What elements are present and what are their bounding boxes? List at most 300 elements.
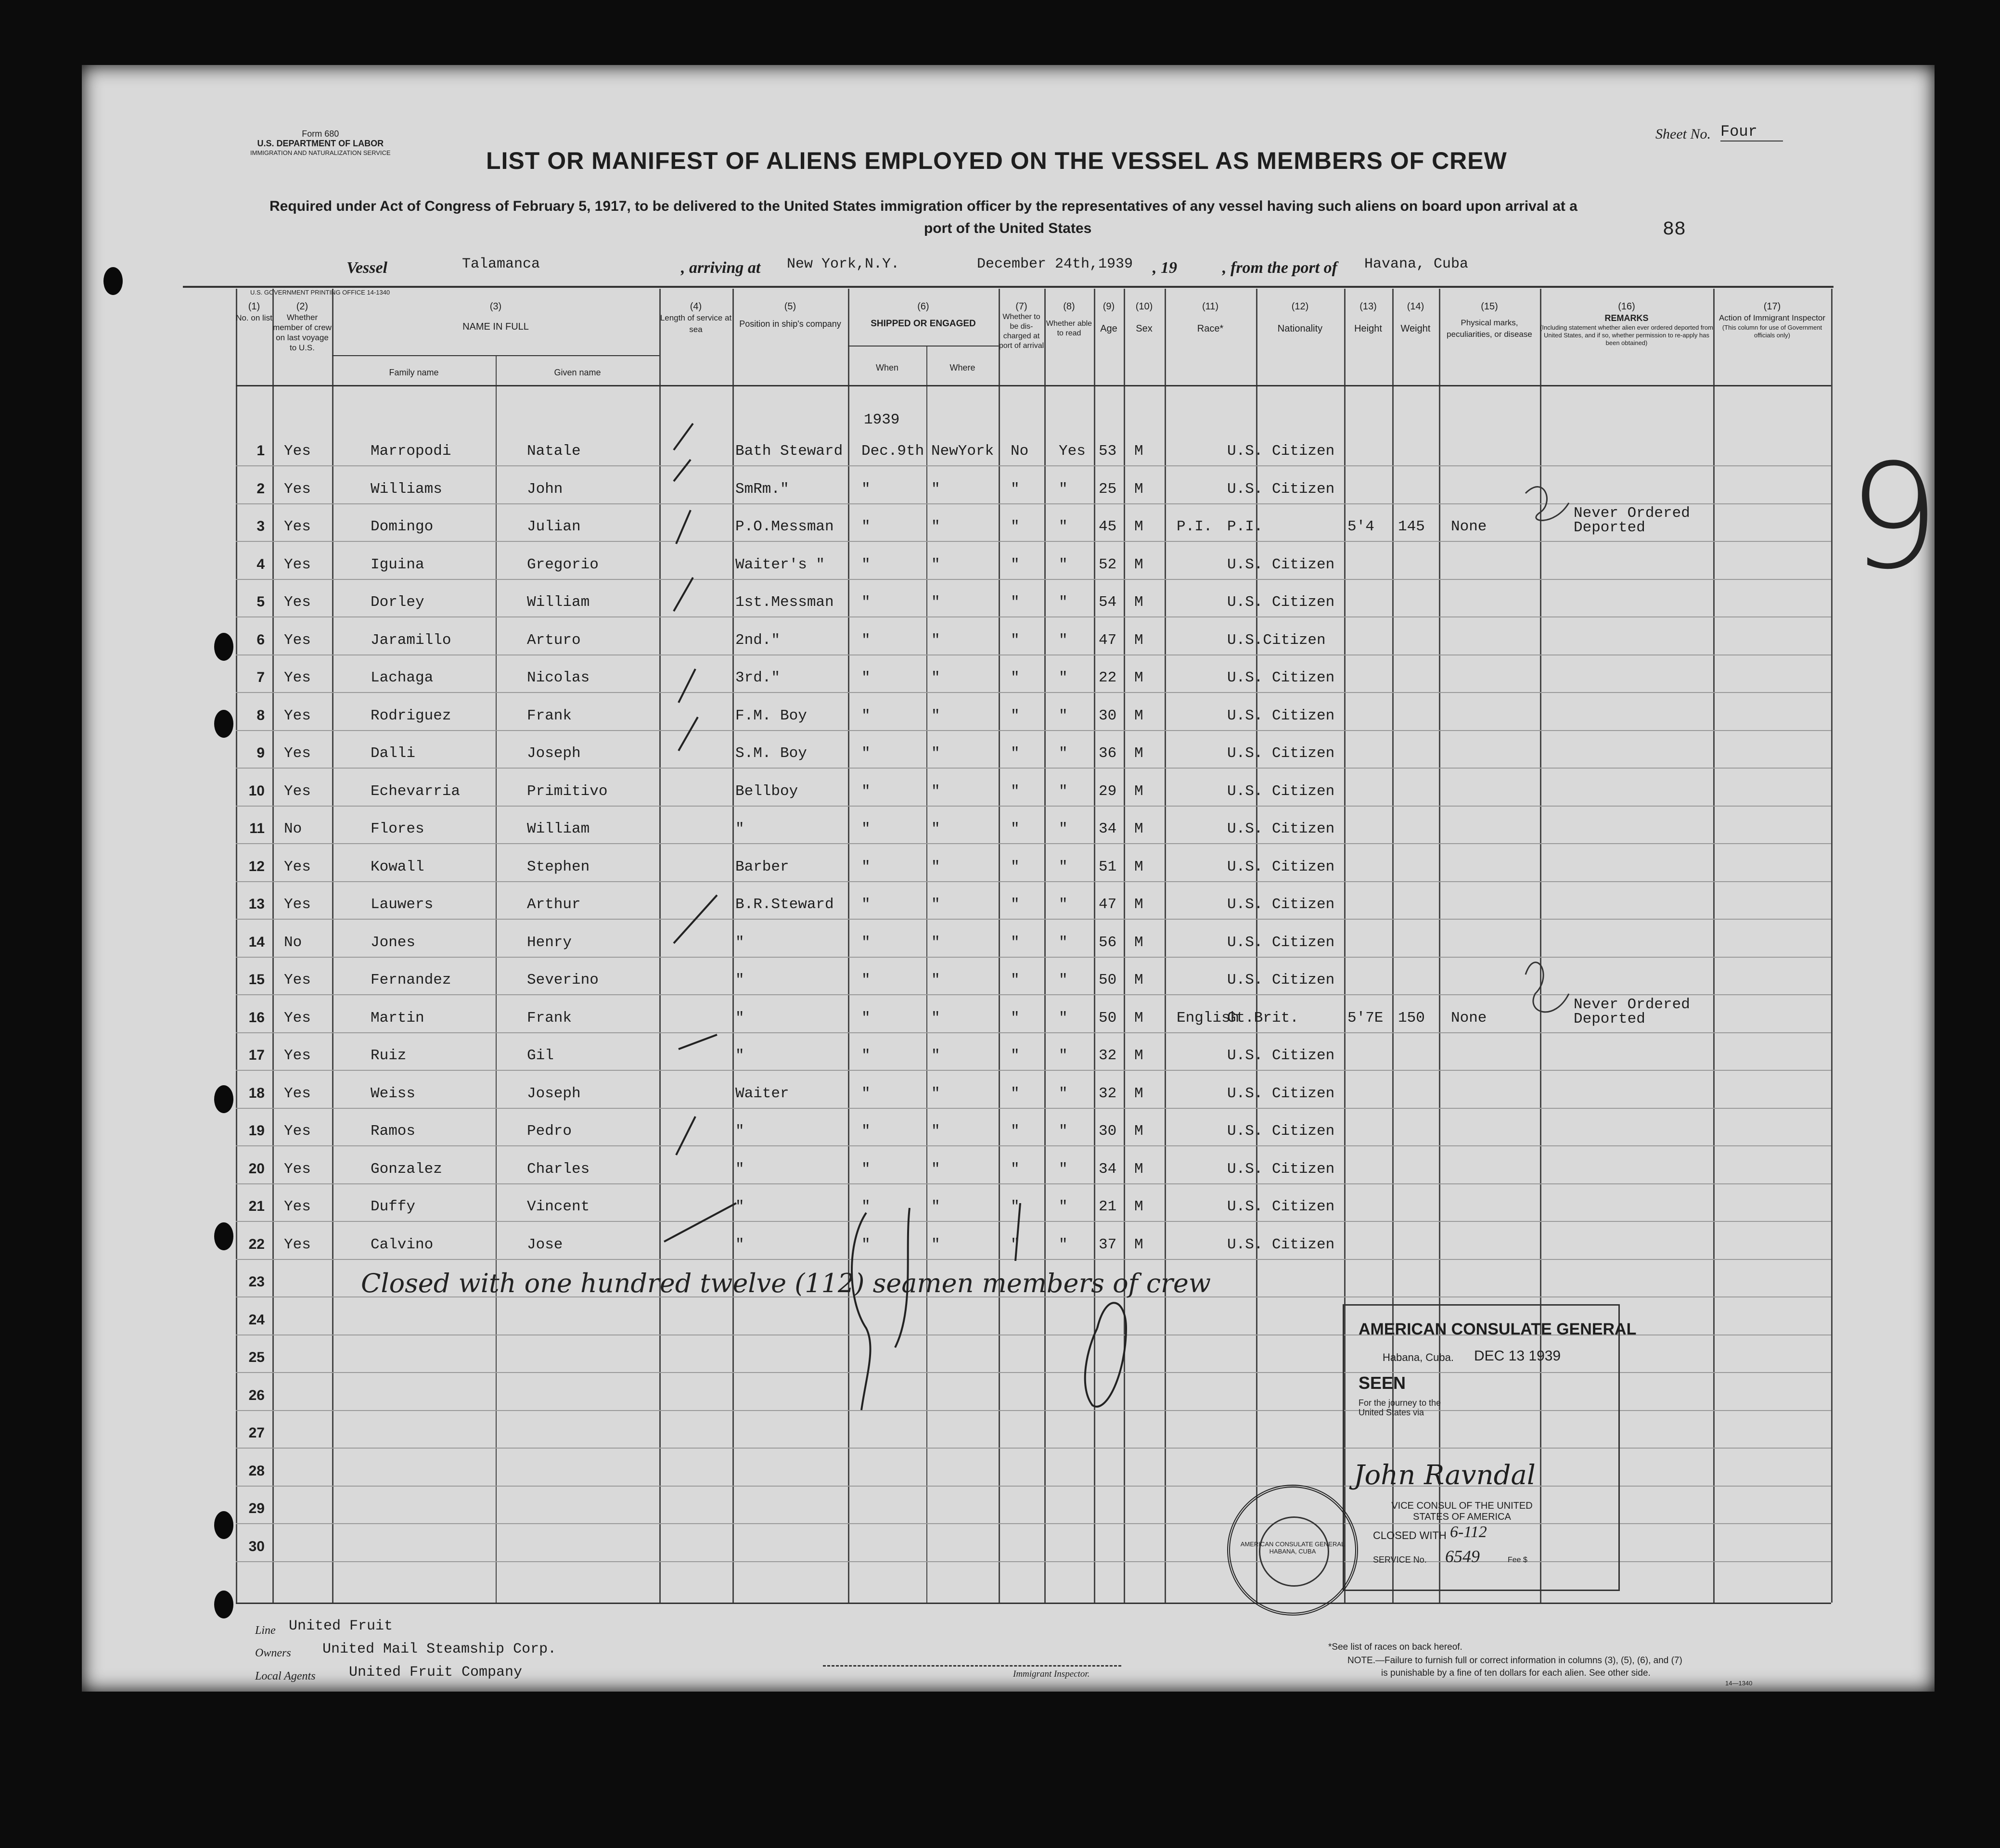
cell-member: Yes — [284, 745, 311, 762]
cell-when: " — [861, 480, 871, 498]
cell-when: " — [861, 669, 871, 686]
cell-read: " — [1059, 707, 1068, 724]
cell-where: " — [931, 745, 940, 762]
cell-member: Yes — [284, 707, 311, 724]
cell-age: 25 — [1099, 480, 1117, 498]
cell-age: 51 — [1099, 858, 1117, 875]
line-label: Line — [255, 1624, 276, 1637]
cell-position: B.R.Steward — [735, 896, 834, 913]
cell-member: Yes — [284, 858, 311, 875]
col-physical-marks: Physical marks, peculiarities, or disease — [1447, 318, 1532, 339]
cell-member: Yes — [284, 972, 311, 988]
cell-sex: M — [1134, 1085, 1143, 1102]
cell-position: " — [735, 1236, 744, 1253]
stamp-service-label: SERVICE No. — [1373, 1555, 1427, 1565]
cell-given: Natale — [527, 443, 581, 460]
stamp-place: Habana, Cuba. — [1383, 1351, 1454, 1363]
row-number: 24 — [248, 1311, 265, 1328]
year-label: , 19 — [1153, 259, 1177, 277]
cell-sex: M — [1134, 594, 1143, 611]
cell-where: " — [931, 1009, 940, 1027]
row-number: 28 — [248, 1463, 265, 1479]
owners-label: Owners — [255, 1647, 291, 1659]
cell-read: " — [1059, 1236, 1068, 1253]
cell-nationality: U.S. Citizen — [1227, 1085, 1335, 1102]
cell-when: " — [861, 1160, 871, 1178]
cell-read: " — [1059, 556, 1068, 573]
row-number: 26 — [248, 1387, 265, 1403]
cell-nationality: U.S. Citizen — [1227, 1198, 1335, 1215]
row-number: 9 — [256, 745, 265, 761]
col-no-on-list: No. on list — [236, 313, 272, 322]
row-number: 29 — [248, 1501, 265, 1516]
cell-member: Yes — [284, 1009, 311, 1027]
cell-marks: None — [1451, 1009, 1487, 1027]
cell-age: 29 — [1099, 783, 1117, 800]
ruled-line — [236, 1032, 1831, 1033]
row-number: 1 — [256, 443, 265, 459]
cell-where: " — [931, 594, 940, 611]
cell-when: " — [861, 896, 871, 913]
cell-where: " — [931, 1160, 940, 1178]
cell-read: " — [1059, 821, 1068, 837]
cell-age: 52 — [1099, 556, 1117, 573]
stamp-closed-value: 6-112 — [1450, 1523, 1487, 1541]
cell-remarks: Never Ordered Deported — [1574, 505, 1690, 536]
cell-read: " — [1059, 1123, 1068, 1140]
agents-value: United Fruit Company — [349, 1664, 523, 1681]
cell-position: P.O.Messman — [735, 518, 834, 535]
inspector-signature-line — [823, 1665, 1121, 1667]
cell-member: Yes — [284, 1198, 311, 1215]
service-name: IMMIGRATION AND NATURALIZATION SERVICE — [250, 149, 391, 156]
row-number: 23 — [248, 1274, 265, 1290]
cell-discharged: " — [1011, 745, 1020, 762]
cell-where: " — [931, 669, 940, 686]
cell-member: Yes — [284, 783, 311, 800]
cell-where: " — [931, 896, 940, 913]
cell-member: Yes — [284, 443, 311, 460]
cell-position: 2nd." — [735, 631, 781, 649]
cell-read: " — [1059, 1047, 1068, 1064]
handwritten-closing-note: Closed with one hundred twelve (112) seamen members of crew — [361, 1268, 1211, 1298]
stamp-date: DEC 13 1939 — [1474, 1348, 1561, 1364]
cell-position: " — [735, 972, 744, 988]
row-number: 27 — [248, 1425, 265, 1441]
cell-age: 53 — [1099, 443, 1117, 460]
pen-scribbles — [837, 1203, 1319, 1424]
cell-family: Ramos — [371, 1123, 416, 1140]
cell-family: Duffy — [371, 1198, 416, 1215]
cell-read: " — [1059, 934, 1068, 951]
cell-discharged: " — [1011, 1198, 1020, 1215]
col-member-of-crew: Whether member of crew on last voyage to U.S. — [273, 313, 332, 352]
cell-discharged: " — [1011, 669, 1020, 686]
cell-sex: M — [1134, 631, 1143, 649]
cell-given: Arturo — [527, 631, 581, 649]
row-number: 2 — [256, 480, 265, 497]
cell-nationality: U.S. Citizen — [1227, 1236, 1335, 1253]
cell-discharged: " — [1011, 1123, 1020, 1140]
cell-age: 34 — [1099, 821, 1117, 837]
cell-given: Jose — [527, 1236, 563, 1253]
cell-read: " — [1059, 783, 1068, 800]
cell-when: " — [861, 518, 871, 535]
col-inspector-action: Action of Immigrant Inspector — [1718, 313, 1826, 322]
cell-nationality: U.S. Citizen — [1227, 707, 1335, 724]
consulate-stamp — [1343, 1304, 1637, 1591]
cell-position: " — [735, 821, 744, 837]
cell-discharged: " — [1011, 934, 1020, 951]
cell-nationality: U.S. Citizen — [1227, 745, 1335, 762]
cell-where: " — [931, 1236, 940, 1253]
owners-value: United Mail Steamship Corp. — [322, 1641, 557, 1657]
cell-when: " — [861, 745, 871, 762]
col-remarks: REMARKS — [1604, 313, 1649, 323]
cell-member: Yes — [284, 1085, 311, 1102]
cell-nationality: Gt.Brit. — [1227, 1009, 1299, 1027]
cell-member: Yes — [284, 1047, 311, 1064]
cell-nationality: U.S. Citizen — [1227, 1160, 1335, 1178]
stamp-journey: For the journey to the United States via — [1359, 1398, 1441, 1417]
cell-read: " — [1059, 896, 1068, 913]
cell-discharged: " — [1011, 480, 1020, 498]
cell-sex: M — [1134, 518, 1143, 535]
cell-where: " — [931, 707, 940, 724]
cell-read: " — [1059, 631, 1068, 649]
cell-when: " — [861, 707, 871, 724]
cell-given: Stephen — [527, 858, 590, 875]
from-port: Havana, Cuba — [1364, 256, 1469, 272]
cell-height: 5'4 — [1347, 518, 1374, 535]
cell-discharged: " — [1011, 707, 1020, 724]
row-number: 4 — [256, 556, 265, 572]
stamp-vice-consul: VICE CONSUL OF THE UNITED STATES OF AMERICA — [1391, 1501, 1533, 1522]
cell-nationality: U.S. Citizen — [1227, 1123, 1335, 1140]
cell-sex: M — [1134, 443, 1143, 460]
cell-nationality: U.S. Citizen — [1227, 594, 1335, 611]
cell-given: Gil — [527, 1047, 554, 1064]
ruled-line — [236, 1183, 1831, 1184]
row-number: 21 — [248, 1198, 265, 1214]
cell-where: " — [931, 1198, 940, 1215]
cell-member: Yes — [284, 1123, 311, 1140]
cell-discharged: " — [1011, 821, 1020, 837]
col-when: When — [875, 363, 899, 372]
ruled-line — [236, 1145, 1831, 1146]
cell-family: Calvino — [371, 1236, 434, 1253]
service-check-marks — [659, 414, 746, 1270]
cell-age: 50 — [1099, 1009, 1117, 1027]
cell-sex: M — [1134, 896, 1143, 913]
cell-position: F.M. Boy — [735, 707, 807, 724]
cell-read: " — [1059, 1085, 1068, 1102]
cell-family: Jaramillo — [371, 631, 451, 649]
cell-position: S.M. Boy — [735, 745, 807, 762]
cell-given: Henry — [527, 934, 572, 951]
row-number: 6 — [256, 631, 265, 648]
cell-read: Yes — [1059, 443, 1086, 460]
cell-member: Yes — [284, 896, 311, 913]
row-number: 3 — [256, 518, 265, 534]
cell-sex: M — [1134, 1009, 1143, 1027]
row-number: 13 — [248, 896, 265, 912]
col-able-to-read: Whether able to read — [1046, 320, 1092, 337]
cell-nationality: U.S. Citizen — [1227, 443, 1335, 460]
cell-sex: M — [1134, 1047, 1143, 1064]
cell-age: 32 — [1099, 1047, 1117, 1064]
vice-consul-signature: John Ravndal — [1354, 1460, 1536, 1491]
cell-when: " — [861, 631, 871, 649]
cell-sex: M — [1134, 1160, 1143, 1178]
cell-read: " — [1059, 972, 1068, 988]
cell-given: William — [527, 821, 590, 837]
row-number: 7 — [256, 669, 265, 685]
ruled-line — [236, 957, 1831, 958]
cell-member: Yes — [284, 518, 311, 535]
ruled-line — [236, 843, 1831, 844]
line-value: United Fruit — [289, 1618, 393, 1634]
cell-when: Dec.9th — [861, 443, 924, 460]
cell-where: " — [931, 631, 940, 649]
document-title: LIST OR MANIFEST OF ALIENS EMPLOYED ON THE VESSEL AS MEMBERS OF CREW — [486, 147, 1507, 174]
seal-text: AMERICAN CONSULATE GENERAL HABANA, CUBA — [1240, 1540, 1345, 1555]
cell-nationality: P.I. — [1227, 518, 1263, 535]
cell-family: Ruiz — [371, 1047, 407, 1064]
stamp-seen: SEEN — [1359, 1373, 1406, 1393]
cell-member: No — [284, 934, 302, 951]
cell-family: Lauwers — [371, 896, 434, 913]
row-number: 12 — [248, 858, 265, 874]
stamp-service-value: 6549 — [1445, 1547, 1480, 1566]
cell-discharged: " — [1011, 518, 1020, 535]
cell-family: Weiss — [371, 1085, 416, 1102]
cell-age: 36 — [1099, 745, 1117, 762]
cell-family: Iguina — [371, 556, 424, 573]
consulate-seal — [1227, 1485, 1358, 1616]
penalty-note-1: NOTE.—Failure to furnish full or correct information in columns (3), (5), (6), and (7) — [1347, 1656, 1682, 1666]
row-number: 11 — [249, 821, 265, 836]
cell-member: No — [284, 821, 302, 837]
cell-where: " — [931, 821, 940, 837]
cell-position: " — [735, 1198, 744, 1215]
form-code: 14—1340 — [1725, 1680, 1753, 1687]
cell-read: " — [1059, 480, 1068, 498]
cell-family: Dorley — [371, 594, 424, 611]
cell-position: " — [735, 1047, 744, 1064]
ruled-line — [236, 1070, 1831, 1071]
cell-given: Pedro — [527, 1123, 572, 1140]
cell-given: Severino — [527, 972, 599, 988]
col-family-name: Family name — [389, 368, 439, 377]
cell-nationality: U.S.Citizen — [1227, 631, 1326, 649]
from-port-label: , from the port of — [1222, 259, 1337, 277]
row-number: 25 — [248, 1349, 265, 1365]
form-number: Form 680 — [302, 129, 339, 139]
sheet-number: Four — [1720, 123, 1783, 141]
cell-position: Barber — [735, 858, 789, 875]
cell-position: SmRm." — [735, 480, 789, 498]
cell-position: 1st.Messman — [735, 594, 834, 611]
cell-family: Domingo — [371, 518, 434, 535]
cell-family: Fernandez — [371, 972, 451, 988]
ruled-line — [236, 1108, 1831, 1109]
col-weight: Weight — [1400, 323, 1431, 334]
col-where: Where — [949, 363, 975, 372]
page-number: 88 — [1663, 219, 1686, 241]
printing-office: U.S. GOVERNMENT PRINTING OFFICE 14-1340 — [250, 289, 390, 296]
row-number: 5 — [256, 594, 265, 610]
form-header — [250, 129, 391, 158]
col-sex: Sex — [1136, 323, 1153, 334]
cell-position: " — [735, 934, 744, 951]
cell-read: " — [1059, 669, 1068, 686]
row-number: 15 — [248, 972, 265, 988]
cell-sex: M — [1134, 745, 1143, 762]
col-length-of-service: Length of service at sea — [660, 313, 732, 334]
row-number: 8 — [256, 707, 265, 723]
cell-family: Flores — [371, 821, 424, 837]
cell-given: Gregorio — [527, 556, 599, 573]
arrival-date: December 24th,1939 — [977, 256, 1133, 272]
row-number: 16 — [248, 1009, 265, 1026]
cell-family: Lachaga — [371, 669, 434, 686]
cell-given: Frank — [527, 707, 572, 724]
cell-position: Waiter's " — [735, 556, 825, 573]
cell-age: 37 — [1099, 1236, 1117, 1253]
ruled-line — [236, 692, 1831, 693]
subtitle-line-1: Required under Act of Congress of February 5, 1917, to be delivered to the United States immigration officer by the representatives of any vessel having such aliens on board upon arrival at a — [269, 198, 1577, 214]
cell-when: " — [861, 934, 871, 951]
row-number: 22 — [248, 1236, 265, 1252]
cell-sex: M — [1134, 556, 1143, 573]
row-number: 19 — [248, 1123, 265, 1139]
cell-given: Joseph — [527, 745, 581, 762]
cell-family: Rodriguez — [371, 707, 451, 724]
row-number: 10 — [248, 783, 265, 799]
ruled-line — [236, 806, 1831, 807]
cell-family: Dalli — [371, 745, 416, 762]
ruled-line — [236, 881, 1831, 882]
cell-age: 32 — [1099, 1085, 1117, 1102]
cell-discharged: " — [1011, 858, 1020, 875]
col-position: Position in ship's company — [739, 319, 841, 329]
row-number: 17 — [248, 1047, 265, 1063]
col-height: Height — [1354, 323, 1382, 334]
cell-discharged: No — [1011, 443, 1029, 460]
cell-family: Jones — [371, 934, 416, 951]
cell-where: " — [931, 934, 940, 951]
cell-member: Yes — [284, 631, 311, 649]
cell-sex: M — [1134, 783, 1143, 800]
cell-nationality: U.S. Citizen — [1227, 972, 1335, 988]
cell-given: Julian — [527, 518, 581, 535]
cell-where: " — [931, 1123, 940, 1140]
cell-discharged: " — [1011, 594, 1020, 611]
ruled-line — [236, 730, 1831, 731]
stamp-fee-label: Fee $ — [1508, 1556, 1527, 1564]
cell-when: " — [861, 1236, 871, 1253]
cell-nationality: U.S. Citizen — [1227, 896, 1335, 913]
cell-when: " — [861, 1085, 871, 1102]
agents-label: Local Agents — [255, 1670, 316, 1682]
cell-nationality: U.S. Citizen — [1227, 858, 1335, 875]
cell-sex: M — [1134, 480, 1143, 498]
cell-sex: M — [1134, 707, 1143, 724]
cell-read: " — [1059, 858, 1068, 875]
cell-member: Yes — [284, 1236, 311, 1253]
ruled-line — [236, 579, 1831, 580]
ruled-line — [236, 465, 1831, 466]
cell-sex: M — [1134, 858, 1143, 875]
cell-where: " — [931, 556, 940, 573]
cell-when: " — [861, 556, 871, 573]
cell-nationality: U.S. Citizen — [1227, 556, 1335, 573]
cell-given: Arthur — [527, 896, 581, 913]
cell-discharged: " — [1011, 972, 1020, 988]
col-age: Age — [1100, 323, 1117, 334]
cell-when: " — [861, 783, 871, 800]
ruled-line — [236, 994, 1831, 995]
cell-position: Bellboy — [735, 783, 798, 800]
cell-given: John — [527, 480, 563, 498]
cell-race: P.I. — [1177, 518, 1213, 535]
cell-where: " — [931, 858, 940, 875]
cell-sex: M — [1134, 821, 1143, 837]
cell-family: Gonzalez — [371, 1160, 442, 1178]
ruled-line — [236, 768, 1831, 769]
row-number: 20 — [248, 1160, 265, 1177]
col-name-in-full: NAME IN FULL — [462, 321, 529, 332]
cell-family: Kowall — [371, 858, 424, 875]
header-rule — [183, 286, 1833, 288]
cell-member: Yes — [284, 480, 311, 498]
vessel-label: Vessel — [346, 259, 387, 277]
row-number: 18 — [248, 1085, 265, 1101]
vessel-name: Talamanca — [462, 256, 540, 272]
cell-family: Marropodi — [371, 443, 451, 460]
cell-discharged: " — [1011, 1047, 1020, 1064]
cell-given: Frank — [527, 1009, 572, 1027]
cell-read: " — [1059, 1160, 1068, 1178]
cell-age: 50 — [1099, 972, 1117, 988]
department-name: U.S. DEPARTMENT OF LABOR — [257, 139, 384, 148]
cell-when: " — [861, 821, 871, 837]
cell-discharged: " — [1011, 783, 1020, 800]
cell-nationality: U.S. Citizen — [1227, 1047, 1335, 1064]
cell-member: Yes — [284, 556, 311, 573]
cell-age: 45 — [1099, 518, 1117, 535]
cell-when: " — [861, 972, 871, 988]
cell-nationality: U.S. Citizen — [1227, 783, 1335, 800]
cell-nationality: U.S. Citizen — [1227, 669, 1335, 686]
ruled-line — [236, 616, 1831, 617]
cell-nationality: U.S. Citizen — [1227, 821, 1335, 837]
cell-given: Vincent — [527, 1198, 590, 1215]
cell-sex: M — [1134, 669, 1143, 686]
cell-read: " — [1059, 518, 1068, 535]
year-note: 1939 — [864, 411, 900, 428]
cell-given: Joseph — [527, 1085, 581, 1102]
cell-nationality: U.S. Citizen — [1227, 934, 1335, 951]
cell-remarks: Never Ordered Deported — [1574, 996, 1690, 1027]
col-shipped-or-engaged: SHIPPED OR ENGAGED — [871, 319, 976, 329]
col-discharged: Whether to be dis-charged at port of arrival — [999, 313, 1044, 350]
col-given-name: Given name — [554, 368, 601, 377]
cell-discharged: " — [1011, 631, 1020, 649]
cell-age: 21 — [1099, 1198, 1117, 1215]
cell-position: 3rd." — [735, 669, 781, 686]
